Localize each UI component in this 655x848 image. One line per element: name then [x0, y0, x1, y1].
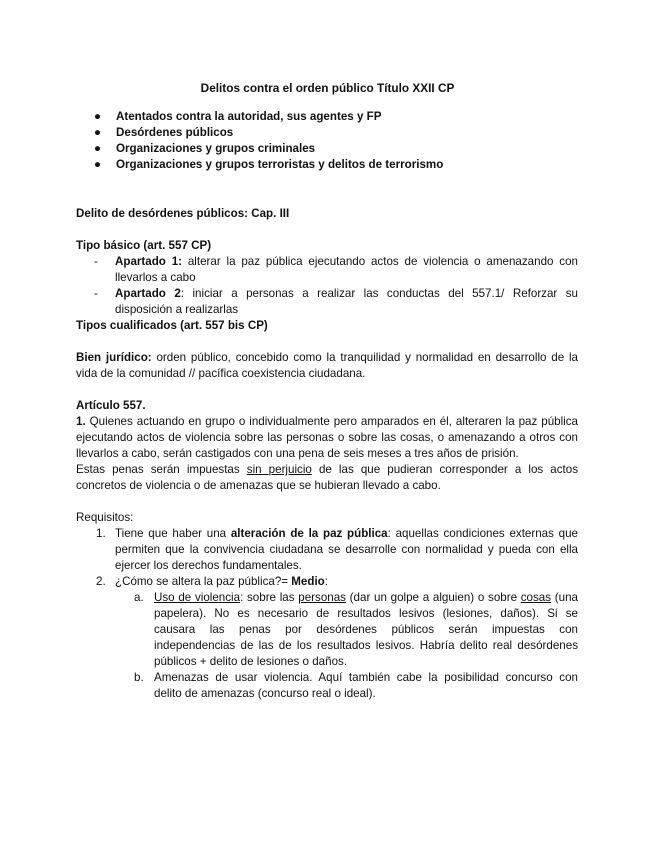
bullet-dot-icon: ●: [94, 158, 102, 171]
requisito-2a-line: papelera). No es necesario de resultados lesivos (lesiones, daños). Si se: [154, 607, 578, 620]
articulo-heading: Artículo 557.: [76, 399, 146, 412]
bien-juridico-line: vida de la comunidad // pacífica coexistencia ciudadana.: [76, 367, 366, 380]
apartado-2-line: disposición a realizarlas: [115, 303, 239, 316]
bullet-item: ● Atentados contra la autoridad, sus agentes y FP: [94, 109, 381, 125]
bullet-dot-icon: ●: [94, 142, 102, 155]
bullet-item: ● Organizaciones y grupos terroristas y delitos de terrorismo: [94, 157, 443, 173]
apartado-1-line: Apartado 1: alterar la paz pública ejecutando actos de violencia o amenazando con: [115, 255, 578, 268]
apartado-1-line: llevarlos a cabo: [115, 271, 196, 284]
requisito-2a-line: independencias de las de los resultados lesivos. Habría delito real desórdenes: [154, 639, 578, 652]
requisito-2a-line: públicos + delito de lesiones o daños.: [154, 655, 348, 668]
tipos-cualificados-heading: Tipos cualificados (art. 557 bis CP): [76, 319, 268, 332]
articulo-paragraph-line: ejecutando actos de violencia sobre las personas o sobre las cosas, o amenazando a otros con: [76, 431, 578, 444]
bullet-dot-icon: ●: [94, 110, 102, 123]
bullet-dot-icon: ●: [94, 126, 102, 139]
requisito-2a-line: causara las penas por desórdenes públicos serán impuestas con: [154, 623, 578, 636]
list-number: 2.: [96, 575, 106, 588]
section-heading: Delito de desórdenes públicos: Cap. III: [76, 207, 290, 220]
articulo-paragraph-line: llevarlos a cabo, serán castigados con una pena de seis meses a tres años de prisión.: [76, 447, 519, 460]
dash-marker: -: [94, 255, 98, 268]
requisito-1-line: ejercer los derechos fundamentales.: [115, 559, 302, 572]
requisito-2-line: ¿Cómo se altera la paz pública?= Medio:: [115, 575, 328, 588]
apartado-2-line: Apartado 2: iniciar a personas a realizar las conductas del 557.1/ Reforzar su: [115, 287, 578, 300]
articulo-paragraph-line: Estas penas serán impuestas sin perjuicio de las que pudieran corresponder a los actos: [76, 463, 579, 476]
list-number: 1.: [96, 527, 106, 540]
requisito-1-line: Tiene que haber una alteración de la paz pública: aquellas condiciones externas que: [115, 527, 578, 540]
requisitos-heading: Requisitos:: [76, 511, 134, 524]
bien-juridico-line: Bien jurídico: orden público, concebido como la tranquilidad y normalidad en desarrollo de la: [76, 351, 579, 364]
bullet-item: ● Organizaciones y grupos criminales: [94, 141, 315, 157]
tipo-basico-heading: Tipo básico (art. 557 CP): [76, 239, 212, 252]
requisito-2b-line: delito de amenazas (concurso real o ideal).: [154, 687, 376, 700]
requisito-2b-line: Amenazas de usar violencia. Aquí también cabe la posibilidad concurso con: [154, 671, 578, 684]
requisito-2a-line: Uso de violencia: sobre las personas (dar un golpe a alguien) o sobre cosas (una: [154, 591, 578, 604]
bullet-item: ● Desórdenes públicos: [94, 125, 233, 141]
page-title: Delitos contra el orden público Título XXII CP: [200, 81, 455, 95]
articulo-paragraph-line: 1. Quienes actuando en grupo o individualmente pero amparados en él, alteraren la paz pública: [76, 415, 578, 428]
dash-marker: -: [94, 287, 98, 300]
requisito-1-line: permiten que la convivencia ciudadana se desarrolle con normalidad y pueda con ella: [115, 543, 578, 556]
list-letter: a.: [134, 591, 144, 604]
articulo-paragraph-line: concretos de violencia o de amenazas que se hubieran llevado a cabo.: [76, 479, 441, 492]
list-letter: b.: [134, 671, 144, 684]
